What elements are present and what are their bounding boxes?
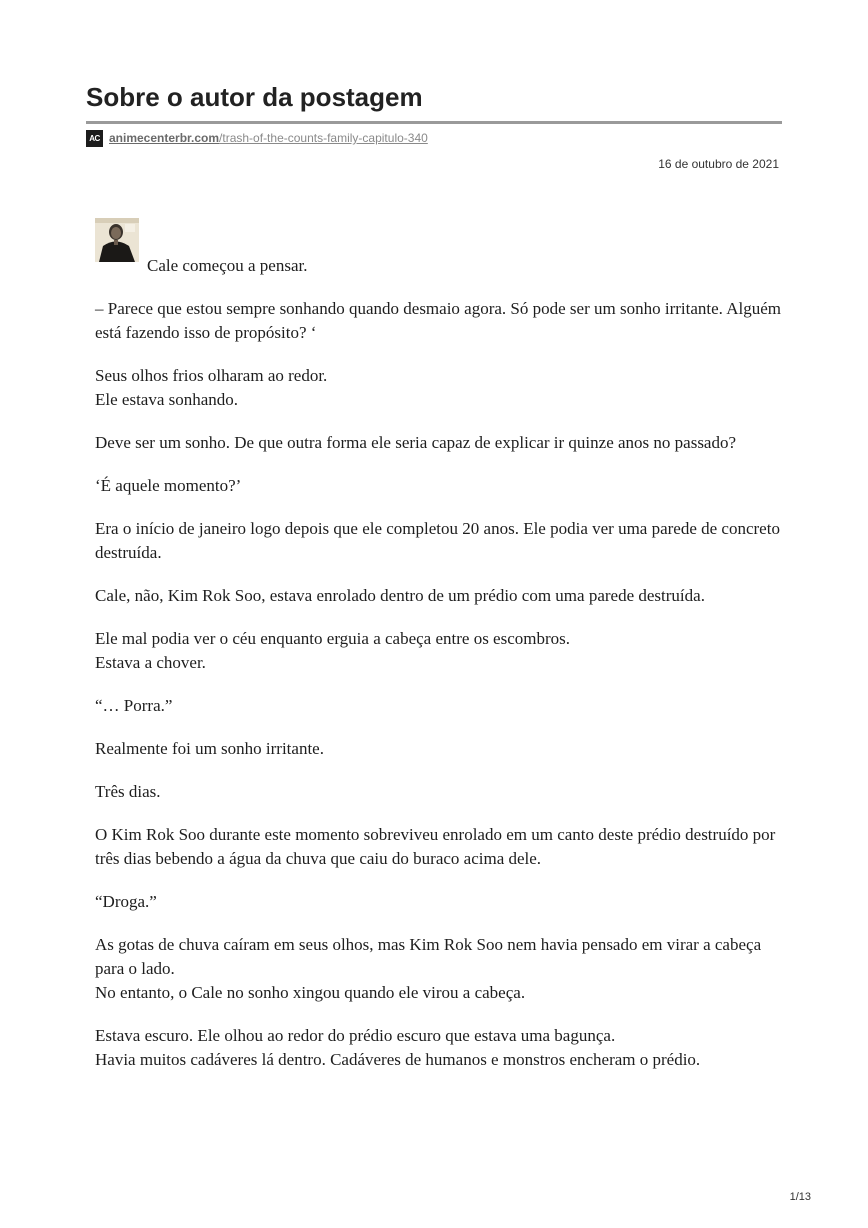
source-domain[interactable]: animecenterbr.com <box>109 131 220 145</box>
title-divider <box>86 121 782 124</box>
source-path[interactable]: /trash-of-the-counts-family-capitulo-340 <box>219 131 428 145</box>
article-paragraph: Cale começou a pensar. <box>147 256 308 275</box>
article-paragraph: Ele mal podia ver o céu enquanto erguia a cabeça entre os escombros. Estava a chover. <box>95 629 571 672</box>
article-paragraph: Seus olhos frios olharam ao redor. Ele estava sonhando. <box>95 366 328 409</box>
source-link[interactable] <box>86 128 428 148</box>
article-paragraph: Deve ser um sonho. De que outra forma ele seria capaz de explicar ir quinze anos no passado? <box>95 433 737 452</box>
article-paragraph: O Kim Rok Soo durante este momento sobreviveu enrolado em um canto deste prédio destruído por três dias bebendo a água da chuva que caiu do buraco acima dele. <box>95 825 776 868</box>
article-paragraph: ‘É aquele momento?’ <box>95 476 242 495</box>
article-paragraph: – Parece que estou sempre sonhando quando desmaio agora. Só pode ser um sonho irritante. Alguém está fazendo isso de propósito? ‘ <box>95 299 781 342</box>
article-paragraph: “… Porra.” <box>95 696 173 715</box>
article-paragraph: Realmente foi um sonho irritante. <box>95 739 324 758</box>
article-paragraph: Estava escuro. Ele olhou ao redor do prédio escuro que estava uma bagunça. Havia muitos cadáveres lá dentro. Cadáveres de humanos e monstros encheram o prédio. <box>95 1026 701 1069</box>
article-paragraph: Era o início de janeiro logo depois que ele completou 20 anos. Ele podia ver uma parede de concreto destruída. <box>95 519 780 562</box>
site-logo-icon: AC <box>86 130 103 147</box>
page-title: Sobre o autor da postagem <box>86 82 423 112</box>
article-paragraph: Três dias. <box>95 782 161 801</box>
article-paragraph: “Droga.” <box>95 892 157 911</box>
article-paragraph: As gotas de chuva caíram em seus olhos, mas Kim Rok Soo nem havia pensado em virar a cabeça para o lado. No entanto, o Cale no sonho xingou quando ele virou a cabeça. <box>95 935 762 1002</box>
article-body <box>95 254 785 1091</box>
page-number: 1/13 <box>789 1191 811 1203</box>
article-paragraph: Cale, não, Kim Rok Soo, estava enrolado dentro de um prédio com uma parede destruída. <box>95 586 705 605</box>
post-date: 16 de outubro de 2021 <box>658 157 779 171</box>
